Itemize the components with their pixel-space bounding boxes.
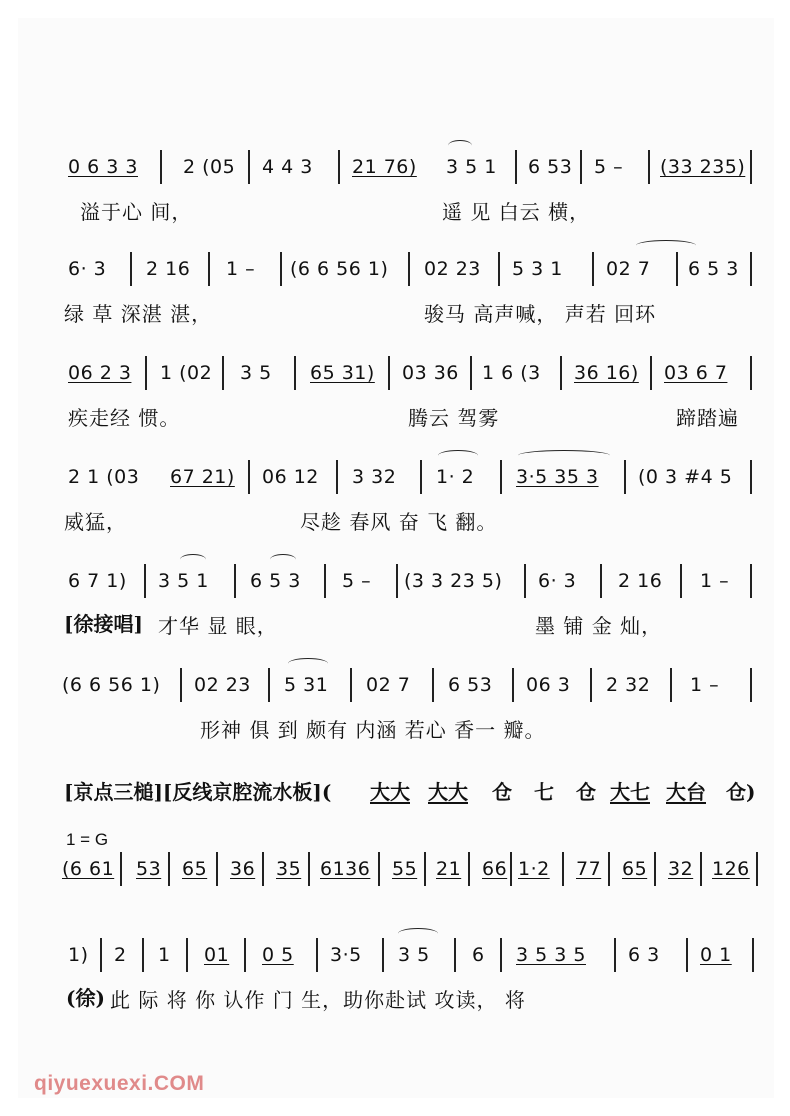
barline [248,150,250,184]
lyric-text: 才华 显 眼， [158,614,278,638]
measure: 01 [204,944,230,966]
measure: 06 3 [526,674,571,696]
role-tag: (徐) [66,986,105,1010]
barline [590,668,592,702]
measure: 03 36 [402,362,459,384]
barline [100,938,102,972]
barline [750,668,752,702]
barline [144,564,146,598]
barline [756,852,758,886]
measure: 66 [482,858,508,880]
measure: 2 [114,944,127,966]
barline [234,564,236,598]
slur [270,554,296,565]
measure: 0 5 [262,944,294,966]
measure: 2 16 [618,570,663,592]
barline [510,852,512,886]
barline [700,852,702,886]
measure: 6 5 3 [688,258,739,280]
measure: 55 [392,858,418,880]
barline [324,564,326,598]
measure: 1 6 (3 [482,362,541,384]
measure: 1) [68,944,89,966]
barline [268,668,270,702]
barline [130,252,132,286]
barline [512,668,514,702]
barline [608,852,610,886]
lyric-text: 蹄踏遍 [676,406,739,430]
measure: 65 [182,858,208,880]
measure: 77 [576,858,602,880]
notation-line [0,570,790,598]
measure: 5 – [594,156,624,178]
measure: 02 23 [424,258,481,280]
slur [180,554,206,565]
barline [244,938,246,972]
barline [160,150,162,184]
measure: 21 76) [352,156,417,178]
measure: 1 – [690,674,720,696]
barline [262,852,264,886]
notation-line [0,156,790,184]
notation-line [0,674,790,702]
barline [382,938,384,972]
beat: 大大 [370,780,410,804]
barline [336,460,338,494]
barline [316,938,318,972]
measure: 0 1 [700,944,732,966]
barline [208,252,210,286]
measure: 3 5 1 [446,156,497,178]
slur [518,450,610,461]
barline [580,150,582,184]
measure: 2 1 (03 [68,466,140,488]
measure: 6 [472,944,485,966]
notation-line [0,858,790,886]
barline [308,852,310,886]
measure: 3 5 3 5 [516,944,586,966]
lyric-text: 威猛， [64,510,127,534]
measure: 1 – [700,570,730,592]
measure: 36 16) [574,362,639,384]
beat: 七 [534,780,554,804]
barline [650,356,652,390]
lyric-text: 遥 见 白云 横， [442,200,591,224]
measure: 2 16 [146,258,191,280]
lyric-text: 绿 草 深湛 湛， [64,302,213,326]
barline [515,150,517,184]
barline [500,460,502,494]
barline [750,252,752,286]
measure: 65 31) [310,362,375,384]
barline [560,356,562,390]
measure: 06 12 [262,466,319,488]
measure: 35 [276,858,302,880]
barline [600,564,602,598]
section-heading: [京点三槌][反线京腔流水板]( [64,780,332,804]
measure: 67 21) [170,466,235,488]
barline [592,252,594,286]
measure: 3 5 1 [158,570,209,592]
barline [750,564,752,598]
measure: 02 7 [366,674,411,696]
measure: 1 (02 [160,362,213,384]
measure: 6 53 [528,156,573,178]
notation-line [0,258,790,286]
barline [670,668,672,702]
barline [680,564,682,598]
barline [145,356,147,390]
barline [614,938,616,972]
barline [142,938,144,972]
notation-line [0,362,790,390]
measure: 02 23 [194,674,251,696]
barline [562,852,564,886]
slur [398,928,438,939]
barline [168,852,170,886]
measure: 5 31 [284,674,329,696]
measure: 3 5 [240,362,272,384]
barline [750,150,752,184]
barline [470,356,472,390]
lyric-text: 墨 铺 金 灿， [535,614,663,638]
beat: 大七 [610,780,650,804]
beat: 仓 [576,780,596,804]
barline [420,460,422,494]
measure: 1· 2 [436,466,475,488]
barline [686,938,688,972]
measure: 126 [712,858,750,880]
measure: 3·5 35 3 [516,466,599,488]
barline [294,356,296,390]
slur [288,658,328,669]
measure: (6 6 56 1) [62,674,161,696]
measure: 5 3 1 [512,258,563,280]
notation-line [0,466,790,494]
beat: 大大 [428,780,468,804]
barline [676,252,678,286]
measure: (6 6 56 1) [290,258,389,280]
measure: 65 [622,858,648,880]
barline [408,252,410,286]
barline [222,356,224,390]
barline [378,852,380,886]
barline [648,150,650,184]
measure: 02 7 [606,258,651,280]
barline [432,668,434,702]
role-tag: [徐接唱] [64,612,143,636]
measure: 36 [230,858,256,880]
measure: 2 32 [606,674,651,696]
measure: 6 5 3 [250,570,301,592]
barline [186,938,188,972]
measure: (3 3 23 5) [404,570,503,592]
measure: 1 – [226,258,256,280]
beat: 仓) [726,780,756,804]
barline [524,564,526,598]
measure: 6136 [320,858,371,880]
measure: 2 (05 [183,156,236,178]
barline [624,460,626,494]
measure: 6 7 1) [68,570,127,592]
measure: (6 61 [62,858,115,880]
barline [750,460,752,494]
slur [438,450,478,461]
barline [468,852,470,886]
barline [216,852,218,886]
barline [500,938,502,972]
barline [248,460,250,494]
key-signature: 1 = G [66,830,109,849]
beat: 大台 [666,780,706,804]
measure: 53 [136,858,162,880]
measure: 6· 3 [68,258,107,280]
measure: 06 2 3 [68,362,132,384]
slur [448,140,472,151]
lyric-text: 骏马 高声喊， 声若 回环 [424,302,657,326]
measure: 5 – [342,570,372,592]
barline [120,852,122,886]
barline [498,252,500,286]
measure: 0 6 3 3 [68,156,138,178]
barline [424,852,426,886]
lyric-text: 疾走经 惯。 [68,406,181,430]
measure: 21 [436,858,462,880]
barline [654,852,656,886]
lyric-text: 尽趁 春风 奋 飞 翻。 [300,510,498,534]
barline [388,356,390,390]
barline [338,150,340,184]
barline [180,668,182,702]
measure: 4 4 3 [262,156,313,178]
measure: 3 5 [398,944,430,966]
barline [454,938,456,972]
measure: (0 3 #4 5 [638,466,733,488]
notation-line [0,944,790,972]
measure: 6 53 [448,674,493,696]
measure: 1·2 [518,858,550,880]
barline [350,668,352,702]
watermark: qiyuexuexi.COM [34,1072,205,1095]
barline [280,252,282,286]
measure: (33 235) [660,156,746,178]
lyric-text: 形神 俱 到 颇有 内涵 若心 香一 瓣。 [200,718,546,742]
measure: 32 [668,858,694,880]
barline [752,938,754,972]
lyric-text: 溢于心 间， [80,200,193,224]
slur [636,240,696,251]
barline [750,356,752,390]
measure: 3 32 [352,466,397,488]
barline [396,564,398,598]
measure: 03 6 7 [664,362,728,384]
beat: 仓 [492,780,512,804]
measure: 3·5 [330,944,362,966]
measure: 6· 3 [538,570,577,592]
lyric-text: 腾云 驾雾 [408,406,500,430]
lyric-text: 此 际 将 你 认作 门 生，助你赴试 攻读， 将 [110,988,526,1012]
measure: 1 [158,944,171,966]
measure: 6 3 [628,944,660,966]
